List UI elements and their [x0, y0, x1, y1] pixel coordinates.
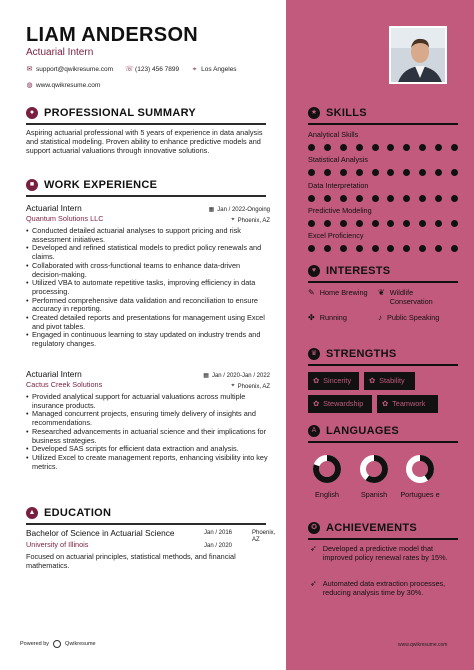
graduation-cap-icon: ▲ [26, 507, 38, 519]
skill-dot [372, 144, 379, 151]
skill-label: Statistical Analysis [308, 155, 369, 164]
envelope-icon: ✉ [26, 66, 33, 73]
skill-dot [451, 245, 458, 252]
language-ring [312, 454, 342, 484]
check-icon: ✿ [313, 376, 320, 385]
language-ring [359, 454, 389, 484]
education-divider [26, 523, 266, 525]
briefcase-icon: ■ [26, 179, 38, 191]
qwikresume-logo-icon [53, 640, 61, 648]
interest-item [378, 314, 448, 323]
trophy-icon: ♛ [308, 348, 320, 360]
check-icon: ✿ [369, 376, 376, 385]
heart-icon: ♥ [308, 265, 320, 277]
language-item [400, 454, 440, 499]
job-company: Cactus Creek Solutions [26, 380, 103, 389]
achievement-item [310, 545, 460, 562]
skill-dot [419, 220, 426, 227]
strengths-heading-text: STRENGTHS [326, 348, 397, 360]
phone-item[interactable] [125, 66, 179, 73]
strengths-heading [308, 348, 397, 360]
education-heading-text: EDUCATION [44, 507, 112, 519]
job-bullet: • Developed SAS scripts for efficient data extraction and analysis. [26, 445, 270, 454]
candidate-title: Actuarial Intern [26, 47, 94, 58]
skill-level-dots [308, 245, 458, 252]
education-location: Phoenix, AZ [252, 530, 276, 543]
contact-row [26, 66, 237, 73]
skill-dot [419, 169, 426, 176]
globe-icon: ◍ [26, 82, 33, 89]
interest-item [378, 289, 458, 306]
strength-label: Sincerity [323, 376, 352, 385]
job-bullet: • Utilized VBA to automate repetitive tasks, improving efficiency in data processing. [26, 279, 270, 296]
powered-by-text: Powered by [20, 641, 50, 647]
skill-item [308, 206, 458, 227]
job-bullet: • Engaged in continuous learning to stay updated on industry trends and regulatory changes. [26, 331, 270, 348]
interests-divider [308, 281, 458, 283]
person-icon: ● [26, 107, 38, 119]
achievements-heading-text: ACHIEVEMENTS [326, 522, 417, 534]
job-entry [26, 369, 270, 471]
job-bullet: • Created detailed reports and presentations for management using Excel and pivot tables. [26, 314, 270, 331]
languages-heading [308, 425, 399, 437]
skill-dot [387, 144, 394, 151]
skill-dot [435, 245, 442, 252]
skill-dot [451, 195, 458, 202]
education-description: Focused on actuarial principles, statistical methods, and financial mathematics. [26, 552, 236, 570]
calendar-icon: ▦ [208, 207, 215, 213]
website-text: www.qwikresume.com [36, 82, 101, 89]
skill-dot [403, 195, 410, 202]
skill-dot [340, 169, 347, 176]
strengths-divider [308, 364, 458, 366]
phone-icon: ☏ [125, 66, 134, 73]
skill-dot [356, 144, 363, 151]
job-bullet: • Developed and refined statistical models to predict policy renewals and claims. [26, 244, 270, 261]
microphone-icon: ♪ [378, 313, 382, 322]
education-date-start: Jan / 2016 [204, 530, 233, 536]
skill-label: Analytical Skills [308, 130, 359, 139]
skill-dot [324, 144, 331, 151]
skill-dot [372, 169, 379, 176]
skill-dot [435, 220, 442, 227]
interest-label: Public Speaking [387, 313, 440, 322]
achievements-heading [308, 522, 417, 534]
brand-text: Qwikresume [65, 641, 96, 647]
interests-heading [308, 265, 390, 277]
avatar-illustration [391, 28, 447, 84]
calendar-icon: ▦ [203, 373, 209, 379]
skill-label: Data Interpretation [308, 181, 369, 190]
skill-label: Excel Proficiency [308, 231, 364, 240]
skill-dot [324, 220, 331, 227]
skill-item [308, 155, 458, 176]
language-label: Spanish [360, 490, 388, 499]
award-icon: ✪ [308, 522, 320, 534]
skill-item [308, 130, 458, 151]
job-location [231, 383, 270, 390]
skill-dot [324, 169, 331, 176]
email-text: support@qwikresume.com [36, 66, 114, 73]
skill-dot [308, 144, 315, 151]
skills-heading-text: SKILLS [326, 107, 367, 119]
achievements-divider [308, 538, 458, 540]
experience-heading-text: WORK EXPERIENCE [44, 179, 158, 191]
achievement-text: Developed a predictive model that improved policy renewal rates by 15%. [322, 544, 448, 562]
achievement-text: Automated data extraction processes, reducing analysis time by 30%. [322, 579, 446, 597]
location-pin-icon: ⌖ [192, 66, 197, 73]
skill-dot [308, 245, 315, 252]
interest-item [308, 314, 378, 323]
skill-dot [324, 195, 331, 202]
rocket-icon: ➶ [310, 544, 317, 553]
job-bullets [26, 393, 270, 471]
skill-level-dots [308, 195, 458, 202]
skill-dot [403, 144, 410, 151]
languages-heading-text: LANGUAGES [326, 425, 399, 437]
job-bullet: • Collaborated with cross-functional teams to enhance data-driven decision-making. [26, 262, 270, 279]
strength-label: Stewardship [323, 399, 364, 408]
skill-label: Predictive Modeling [308, 206, 372, 215]
skill-dot [403, 245, 410, 252]
skill-dot [356, 169, 363, 176]
language-icon: A [308, 425, 320, 437]
skills-heading [308, 107, 367, 119]
education-heading [26, 507, 111, 519]
website-item[interactable] [26, 82, 100, 89]
footer-url[interactable]: www.qwikresume.com [398, 642, 448, 648]
interest-label: Running [319, 313, 347, 322]
job-location-text: Phoenix, AZ [237, 383, 270, 390]
language-ring [405, 454, 435, 484]
job-bullet: • Managed concurrent projects, ensuring timely delivery of insights and recommendations. [26, 410, 270, 427]
language-label: English [315, 490, 339, 499]
job-date-text: Jan / 2020-Jan / 2022 [211, 372, 270, 379]
skill-dot [372, 220, 379, 227]
skill-dot [419, 245, 426, 252]
skill-dot [435, 195, 442, 202]
skill-dot [403, 169, 410, 176]
job-bullet: • Performed comprehensive data validation and reconciliation to ensure accuracy in reporting. [26, 297, 270, 314]
summary-divider [26, 123, 266, 125]
skill-level-dots [308, 144, 458, 151]
leaf-icon: ❦ [378, 288, 385, 297]
degree: Bachelor of Science in Actuarial Science [26, 528, 175, 538]
skill-dot [372, 245, 379, 252]
email-item[interactable] [26, 66, 113, 73]
strength-label: Teamwork [392, 399, 426, 408]
summary-heading [26, 107, 196, 119]
job-bullet: • Researched advancements in actuarial science and their implications for business strategies. [26, 428, 270, 445]
job-location [231, 217, 270, 224]
skill-dot [387, 220, 394, 227]
sidebar [286, 0, 474, 670]
job-role: Actuarial Intern [26, 203, 82, 213]
job-date-text: Jan / 2022-Ongoing [217, 206, 270, 213]
wrench-icon: ✎ [308, 288, 315, 297]
job-bullets [26, 227, 270, 349]
skill-dot [308, 195, 315, 202]
skill-item [308, 181, 458, 202]
skill-level-dots [308, 220, 458, 227]
skill-dot [419, 144, 426, 151]
interest-item [308, 289, 378, 298]
skill-dot [372, 195, 379, 202]
strength-tag [308, 372, 359, 390]
job-role: Actuarial Intern [26, 369, 82, 379]
pin-icon: ⌖ [231, 217, 235, 223]
skill-dot [308, 169, 315, 176]
job-date [203, 372, 270, 379]
education-dates [204, 530, 232, 550]
skill-item [308, 231, 458, 252]
experience-divider [26, 195, 266, 197]
skill-dot [387, 195, 394, 202]
skill-dot [419, 195, 426, 202]
school: University of Illinois [26, 540, 89, 549]
skill-dot [324, 245, 331, 252]
skill-dot [387, 245, 394, 252]
skill-dot [340, 144, 347, 151]
strength-tag [364, 372, 415, 390]
rocket-icon: ➶ [310, 579, 317, 588]
strength-tag [308, 395, 372, 413]
location-item [191, 66, 236, 73]
job-bullet: • Provided analytical support for actuarial valuations across multiple insurance products. [26, 393, 270, 410]
education-date-end: Jan / 2020 [204, 543, 233, 549]
summary-heading-text: PROFESSIONAL SUMMARY [44, 107, 197, 119]
skill-dot [308, 220, 315, 227]
language-item [305, 454, 349, 499]
experience-heading [26, 179, 157, 191]
skills-divider [308, 123, 458, 125]
interest-label: Wildlife Conservation [389, 288, 433, 306]
language-label: Portugues e [400, 490, 440, 499]
profile-photo [389, 26, 447, 84]
achievement-item [310, 580, 460, 597]
check-icon: ✿ [382, 399, 389, 408]
star-icon: ★ [308, 107, 320, 119]
interest-label: Home Brewing [319, 288, 368, 297]
skill-dot [340, 220, 347, 227]
skill-dot [387, 169, 394, 176]
skill-dot [451, 144, 458, 151]
skill-dot [451, 220, 458, 227]
skill-dot [340, 195, 347, 202]
job-bullet: • Utilized Excel to create management reports, enhancing visibility into key metrics. [26, 454, 270, 471]
phone-text: (123) 456 7899 [135, 66, 180, 73]
location-text: Los Angeles [201, 66, 237, 73]
job-location-text: Phoenix, AZ [237, 217, 270, 224]
skill-dot [435, 144, 442, 151]
strength-label: Stability [379, 376, 405, 385]
job-company: Quantum Solutions LLC [26, 214, 104, 223]
skill-dot [451, 169, 458, 176]
skill-dot [435, 169, 442, 176]
skill-dot [403, 220, 410, 227]
skill-dot [356, 220, 363, 227]
candidate-name: LIAM ANDERSON [26, 24, 199, 46]
summary-text: Aspiring actuarial professional with 5 years of experience in data analysis and statistical modeling. Proven ability to enhance predictive models and support actuarial valuations through innovative solutions. [26, 128, 263, 155]
job-date [209, 206, 270, 213]
check-icon: ✿ [313, 399, 320, 408]
footer-brand [20, 640, 96, 648]
job-bullet: • Conducted detailed actuarial analyses to support pricing and risk assessment initiatives. [26, 227, 270, 244]
languages-divider [308, 441, 458, 443]
skill-dot [356, 245, 363, 252]
skill-dot [356, 195, 363, 202]
language-item [352, 454, 396, 499]
skill-dot [340, 245, 347, 252]
skill-level-dots [308, 169, 458, 176]
strength-tag [377, 395, 438, 413]
interests-heading-text: INTERESTS [326, 265, 391, 277]
paw-icon: ✤ [308, 313, 315, 322]
pin-icon: ⌖ [231, 383, 235, 389]
education-entry [26, 528, 276, 570]
job-entry [26, 203, 270, 349]
